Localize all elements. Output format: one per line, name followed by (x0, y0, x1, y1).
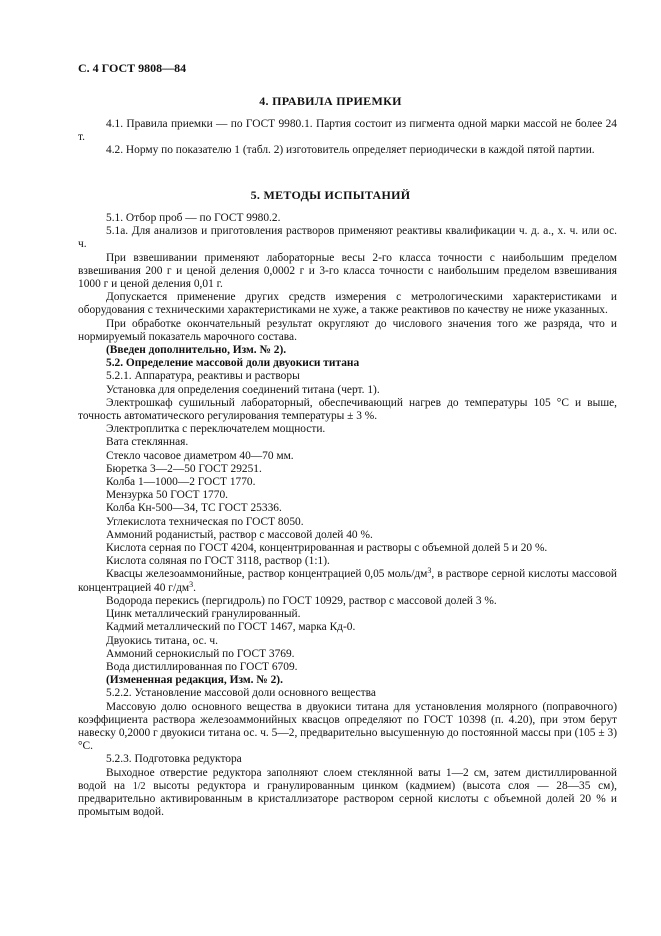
equipment-item: Бюретка 3—2—50 ГОСТ 29251. (106, 462, 262, 475)
equipment-item: Аммоний сернокислый по ГОСТ 3769. (106, 647, 295, 660)
heading-5-2-3: 5.2.3. Подготовка редуктора (106, 753, 242, 766)
equipment-item: Электрошкаф сушильный лабораторный, обеспечивающий нагрев до температуры 105 °С и выше, точность автоматического регулирования температуры ± 3 %. (78, 396, 617, 423)
paragraph-mass-fraction: Массовую долю основного вещества в двуокиси титана для установления молярного (поправочного) коэффициента раствора железоаммонийных квасцов определяют по ГОСТ 10398 (п. 4.20), при этом берут навеску 0,2000 г двуокиси титана ос. ч. 5—2, предварительно высушенную до постоянной массы при (105 ± 3) °С. (78, 700, 617, 753)
equipment-item: Цинк металлический гранулированный. (106, 608, 301, 621)
paragraph-rounding: При обработке окончательный результат округляют до числового значения того же разряда, что и нормируемый показатель марочного состава. (78, 317, 617, 343)
section-4-body (78, 118, 617, 158)
equipment-item: Стекло часовое диаметром 40—70 мм. (106, 449, 294, 462)
paragraph-5-1: 5.1. Отбор проб — по ГОСТ 9980.2. (106, 212, 281, 224)
equipment-item: Вата стеклянная. (106, 436, 189, 449)
paragraph-5-1a: 5.1а. Для анализов и приготовления растворов применяют реактивы квалификации ч. д. а., х. ч. или ос. ч. (78, 225, 617, 251)
equipment-item: Аммоний роданистый, раствор с массовой долей 40 %. (106, 528, 373, 541)
paragraph-4-2: 4.2. Норму по показателю 1 (табл. 2) изготовитель определяет периодически в каждой пятой партии. (106, 144, 595, 157)
paragraph-other-instruments: Допускается применение других средств измерения с метрологическими характеристиками и оборудования с техническими характеристиками не хуже, а также реактивов по качеству не ниже указанных. (78, 291, 617, 317)
note-changed: (Измененная редакция, Изм. № 2). (106, 674, 283, 687)
fraction-half: 1/2 (132, 780, 146, 792)
equipment-item: Двуокись титана, ос. ч. (106, 634, 218, 647)
alum-text-b: , в растворе серной кислоты массовой концентрацией 40 г/дм (78, 568, 617, 594)
alum-text-a: Квасцы железоаммонийные, раствор концентрацией 0,05 моль/дм (106, 568, 428, 581)
superscript-3: 3 (189, 579, 194, 589)
page-header: С. 4 ГОСТ 9808—84 (78, 61, 187, 75)
equipment-item-alum (78, 568, 617, 594)
reductor-text-a: Выходное отверстие редуктора заполняют слоем стеклянной ваты 1—2 см, затем дистиллированной водой на (78, 766, 617, 792)
alum-text-c: . (193, 581, 196, 594)
equipment-item: Мензурка 50 ГОСТ 1770. (106, 489, 228, 502)
equipment-item: Колба 1—1000—2 ГОСТ 1770. (106, 476, 256, 489)
equipment-item: Кислота серная по ГОСТ 4204, концентрированная и растворы с объемной долей 5 и 20 %. (106, 542, 548, 555)
heading-5-2-2: 5.2.2. Установление массовой доли основного вещества (106, 687, 376, 700)
section-5-title: 5. МЕТОДЫ ИСПЫТАНИЙ (250, 188, 411, 202)
note-added: (Введен дополнительно, Изм. № 2). (106, 344, 287, 357)
equipment-item: Установка для определения соединений титана (черт. 1). (106, 383, 380, 396)
equipment-item: Кадмий металлический по ГОСТ 1467, марка Кд-0. (106, 621, 356, 634)
reductor-text-b: высоты редуктора и гранулированным цинком (кадмием) (высота слоя — 28—35 см), предварительно активированным в кристаллизаторе раствором серной кислоты с объемной долей 20 % и промытым водой. (78, 779, 617, 819)
equipment-item: Кислота соляная по ГОСТ 3118, раствор (1:1). (106, 555, 330, 568)
section-4-title: 4. ПРАВИЛА ПРИЕМКИ (259, 94, 402, 108)
equipment-item: Вода дистиллированная по ГОСТ 6709. (106, 660, 298, 673)
paragraph-reductor (78, 767, 617, 820)
equipment-item: Колба Кн-500—34, ТС ГОСТ 25336. (106, 502, 282, 515)
heading-5-2: 5.2. Определение массовой доли двуокиси титана (106, 357, 360, 370)
equipment-item: Углекислота техническая по ГОСТ 8050. (106, 515, 304, 528)
paragraph-scales: При взвешивании применяют лабораторные весы 2-го класса точности с наибольшим пределом взвешивания 200 г и ценой деления 0,0002 г и 3-го класса точности с наибольшим пределом взвешивания 1000 г и ценой деления 0,01 г. (78, 251, 617, 291)
heading-5-2-1: 5.2.1. Аппаратура, реактивы и растворы (106, 370, 300, 383)
paragraph-4-1: 4.1. Правила приемки — по ГОСТ 9980.1. Партия состоит из пигмента одной марки массой не более 24 т. (78, 118, 617, 144)
superscript-3: 3 (427, 566, 432, 576)
equipment-item: Водорода перекись (пергидроль) по ГОСТ 10929, раствор с массовой долей 3 %. (106, 594, 497, 607)
section-5-body (78, 212, 617, 819)
equipment-item: Электроплитка с переключателем мощности. (106, 423, 326, 436)
